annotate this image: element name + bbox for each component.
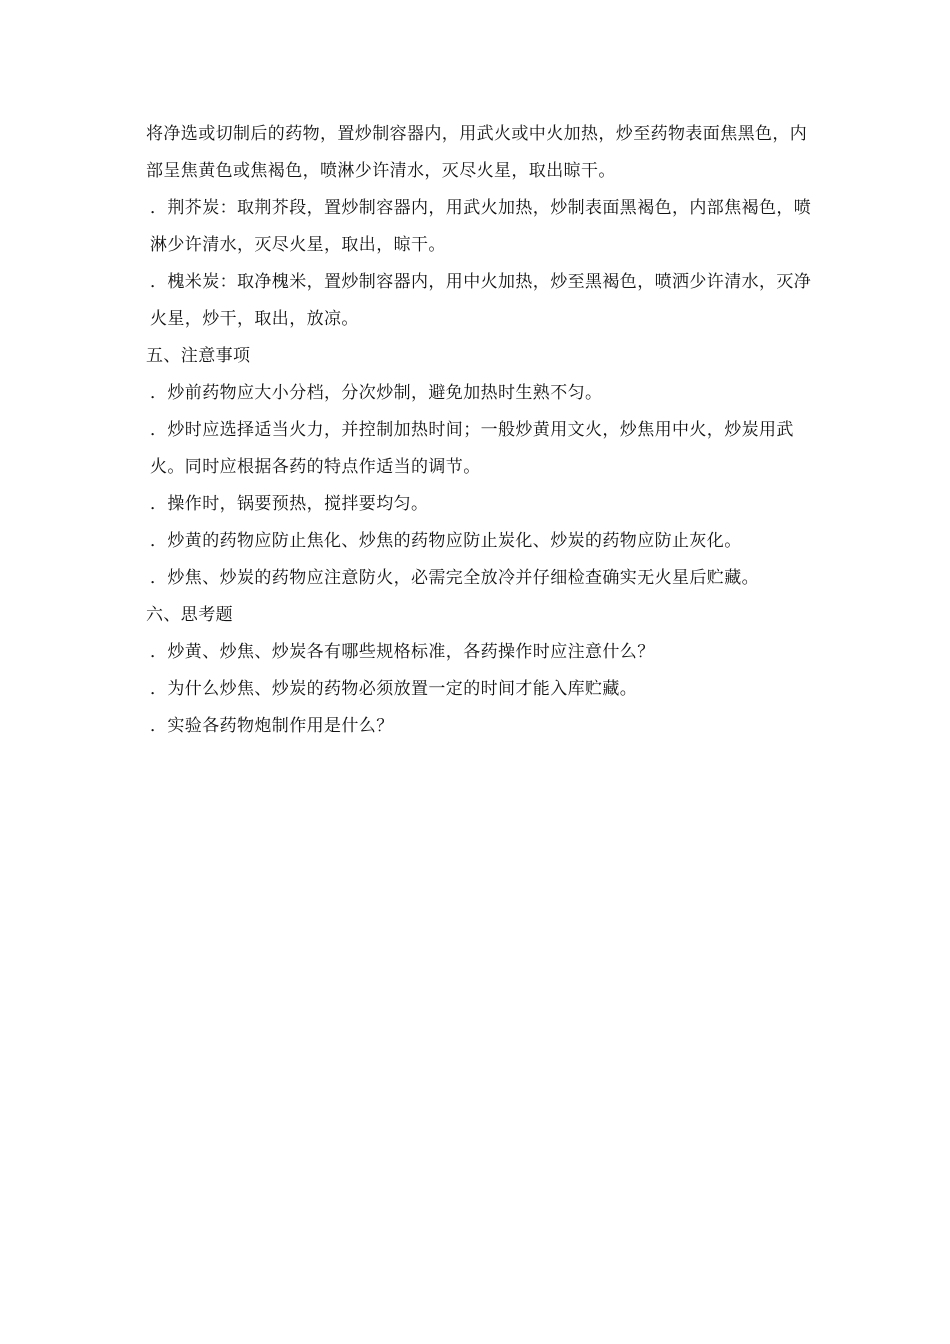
paragraph-huaimi-tan: ．槐米炭：取净槐米，置炒制容器内，用中火加热，炒至黑褐色，喷洒少许清水，灭净火星，炒干，取出，放凉。 [150,272,812,329]
paragraph-charring-method: 将净选或切制后的药物，置炒制容器内，用武火或中火加热，炒至药物表面焦黑色，内部呈焦黄色或焦褐色，喷淋少许清水，灭尽火星，取出晾干。 [146,124,808,181]
list-item: ．炒前药物应大小分档，分次炒制，避免加热时生熟不匀。 [150,383,603,403]
section-heading-questions: 六、思考题 [146,605,233,625]
document-body [146,116,814,745]
list-item: ．实验各药物炮制作用是什么？ [150,716,394,736]
list-item: ．操作时，锅要预热，搅拌要均匀。 [150,494,429,514]
list-item: ．炒黄的药物应防止焦化、炒焦的药物应防止炭化、炒炭的药物应防止灰化。 [150,531,742,551]
list-item: ．为什么炒焦、炒炭的药物必须放置一定的时间才能入库贮藏。 [150,679,638,699]
list-item: ．炒时应选择适当火力，并控制加热时间；一般炒黄用文火，炒焦用中火，炒炭用武火。同时应根据各药的特点作适当的调节。 [150,420,794,477]
paragraph-jingjie-tan: ．荆芥炭：取荆芥段，置炒制容器内，用武火加热，炒制表面黑褐色，内部焦褐色，喷淋少许清水，灭尽火星，取出，晾干。 [150,198,812,255]
list-item: ．炒黄、炒焦、炒炭各有哪些规格标准，各药操作时应注意什么？ [150,642,655,662]
list-item: ．炒焦、炒炭的药物应注意防火，必需完全放冷并仔细检查确实无火星后贮藏。 [150,568,759,588]
section-heading-precautions: 五、注意事项 [146,346,251,366]
